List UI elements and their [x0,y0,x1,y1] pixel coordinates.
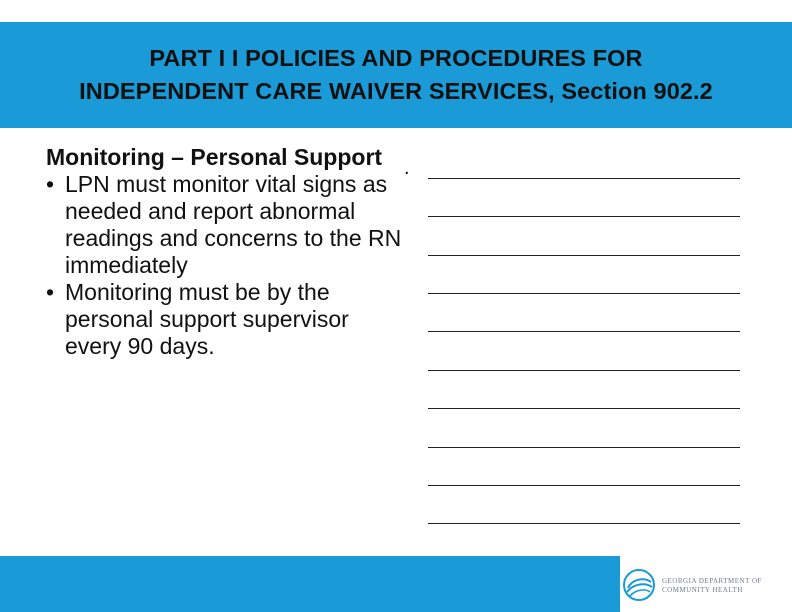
note-line [428,178,740,179]
bullet-item [46,171,406,279]
slide-title-line-1: PART I I POLICIES AND PROCEDURES FOR [149,45,643,71]
note-line [428,523,740,524]
note-line [428,408,740,409]
bullet-item [46,279,406,360]
bullet-list [46,171,406,360]
footer-band [0,556,640,612]
section-heading: Monitoring – Personal Support [46,144,383,170]
dch-logo [622,568,762,602]
bullet-icon: • [46,279,55,305]
note-line [428,293,740,294]
dch-logo-text-line-2: COMMUNITY HEALTH [662,586,743,594]
note-line [428,331,740,332]
georgia-dch-logo-icon [622,568,656,602]
slide-body [46,144,406,360]
notes-marker: . [404,157,410,179]
note-line [428,255,740,256]
notes-lines [428,0,740,612]
note-line [428,485,740,486]
note-line [428,216,740,217]
bullet-text: Monitoring must be by the personal support supervisor every 90 days. [65,279,349,359]
dch-logo-text [662,577,762,595]
slide-title-line-2: INDEPENDENT CARE WAIVER SERVICES, Section 902.2 [79,78,713,104]
note-line [428,370,740,371]
bullet-icon: • [46,171,55,197]
dch-logo-text-line-1: GEORGIA DEPARTMENT OF [662,577,762,585]
bullet-text: LPN must monitor vital signs as needed and report abnormal readings and concerns to the RN immediately [65,171,402,278]
note-line [428,447,740,448]
